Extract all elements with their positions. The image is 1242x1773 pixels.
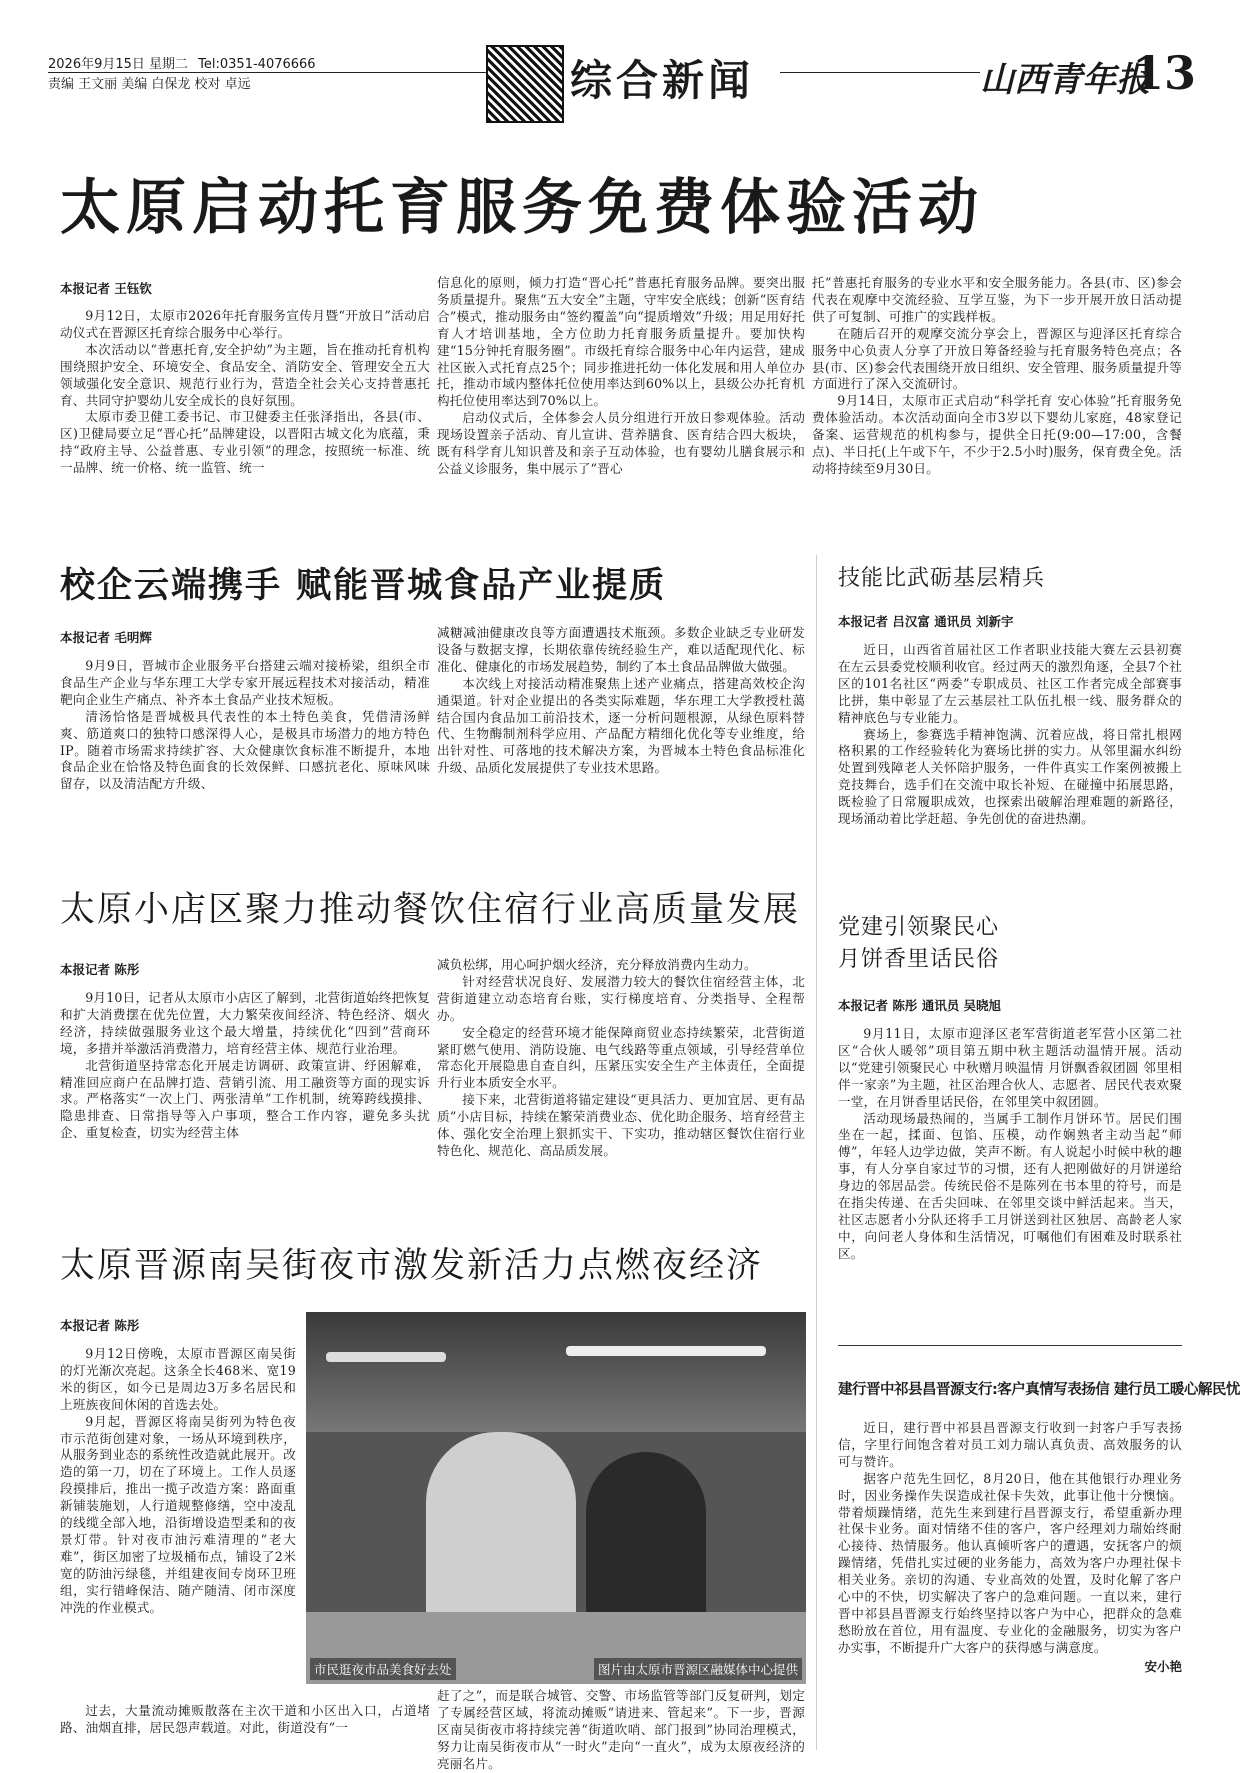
article3-byline: 本报记者 吕汉富 通讯员 刘新宇 (838, 614, 1014, 629)
paragraph: 9月10日，记者从太原市小店区了解到，北营街道始终把恢复和扩大消费摆在优先位置，大力繁荣夜间经济、特色经济、烟火经济，持续做强服务业这个最大增量，持续优化“四到”营商环境，多措并举激活消费潜力，培育经营主体、规范行业治理。 (60, 990, 430, 1056)
article6-byline: 本报记者 陈彤 (60, 1318, 140, 1333)
photo-light (566, 1346, 766, 1356)
column-divider (816, 555, 817, 1750)
article3-col1 (838, 642, 1182, 828)
article2-title: 校企云端携手 赋能晋城食品产业提质 (60, 566, 667, 606)
article1-title: 太原启动托育服务免费体验活动 (60, 173, 984, 243)
header-rule-left (48, 72, 488, 73)
header-date-line (48, 56, 316, 73)
paragraph: 活动现场最热闹的，当属手工制作月饼环节。居民们围坐在一起，揉面、包馅、压模，动作娴熟者主动当起“师傅”，年轻人边学边做，笑声不断。有人说起小时候中秋的趣事，有人分享自家过节的习惯，还有人把刚做好的月饼递给身边的邻居品尝。传统民俗不是陈列在书本里的符号，而是在指尖传递、在舌尖回味、在邻里交谈中鲜活起来。当天，社区志愿者小分队还将手工月饼送到社区独居、高龄老人家中，向问老人身体和生活情况，叮嘱他们有困难及时联系社区。 (838, 1110, 1182, 1261)
article6-title: 太原晋源南吴街夜市激发新活力点燃夜经济 (60, 1246, 764, 1286)
article1-byline: 本报记者 王钰钦 (60, 281, 152, 296)
article7-col1 (838, 1420, 1182, 1675)
paragraph: 据客户范先生回忆，8月20日，他在其他银行办理业务时，因业务操作失误造成社保卡失效，此事让他十分懊恼。带着烦躁情绪，范先生来到建行昌晋源支行，希望重新办理社保卡业务。面对情绪不佳的客户，客户经理刘力瑞始终耐心接待、热情服务。他认真倾听客户的遭遇，安抚客户的烦躁情绪，凭借扎实过硬的业务能力，高效为客户办理社保卡相关业务。亲切的沟通、专业高效的处置，及时化解了客户心中的不快，切实解决了客户的急难问题。一直以来，建行晋中祁县昌晋源支行始终坚持以客户为中心，把群众的急难愁盼放在首位，用有温度、专业化的金融服务，切实为客户办实事，不断提升广大客户的获得感与满意度。 (838, 1470, 1182, 1655)
article5-col1 (838, 1026, 1182, 1263)
paragraph: 减糖减油健康改良等方面遭遇技术瓶颈。多数企业缺乏专业研发设备与数据支撑，长期依靠传统经验生产，难以适配现代化、标准化、健康化的市场发展趋势，制约了本土食品品牌做大做强。 (437, 625, 805, 674)
paragraph: 赶了之”，而是联合城管、交警、市场监管等部门反复研判，划定了专属经营区域，将流动摊贩“请进来、管起来”。下一步，晋源区南吴街夜市将持续完善“街道吹哨、部门报到”协同治理模式，努力让南吴街夜市从“一时火”走向“一直火”，成为太原夜经济的亮丽名片。 (437, 1688, 805, 1771)
article2-col1 (60, 658, 430, 793)
paragraph: 北营街道坚持常态化开展走访调研、政策宣讲、纾困解难，精准回应商户在品牌打造、营销引流、用工融资等方面的现实诉求。严格落实“一次上门、两张清单”工作机制，统筹跨线摸排、隐患排查、日常指导等入户事项，整合工作内容，避免多头扰企、重复检查，切实为经营主体 (60, 1057, 430, 1141)
paragraph: 在随后召开的观摩交流分享会上，晋源区与迎泽区托育综合服务中心负责人分享了开放日筹备经验与托育服务特色亮点；各县(市、区)参会代表围绕开放日组织、安全管理、服务质量提升等方面进行了深入交流研讨。 (812, 325, 1182, 392)
paragraph: 近日，建行晋中祁县昌晋源支行收到一封客户手写表扬信，字里行间饱含着对员工刘力瑞认真负责、高效服务的认可与赞许。 (838, 1420, 1182, 1469)
header-editors: 责编 王文丽 美编 白保龙 校对 卓远 (48, 77, 251, 92)
paragraph: 针对经营状况良好、发展潜力较大的餐饮住宿经营主体，北营街道建立动态培育台账，实行梯度培育、分类指导、全程帮办。 (437, 973, 805, 1023)
paragraph: 安全稳定的经营环境才能保障商贸业态持续繁荣，北营街道紧盯燃气使用、消防设施、电气线路等重点领域，引导经营单位常态化开展隐患自查自纠，压紧压实安全生产主体责任，全面提升行业本质安全水平。 (437, 1024, 805, 1091)
paragraph: 本次线上对接活动精准聚焦上述产业痛点，搭建高效校企沟通渠道。针对企业提出的各类实际难题，华东理工大学教授杜蔼结合国内食品加工前沿技术，逐一分析问题根源，从绿色原料替代、生物酶制剂科学应用、产品配方精细化优化等专业维度，给出针对性、可落地的技术解决方案，为晋城本土特色食品标准化升级、品质化发展提供了专业技术思路。 (437, 675, 805, 776)
header-tel: Tel:0351-4076666 (198, 57, 316, 72)
article7-title: 建行晋中祁县昌晋源支行:客户真情写表扬信 建行员工暖心解民忧 (838, 1382, 1240, 1398)
paragraph: 近日，山西省首届社区工作者职业技能大赛左云县初赛在左云县委党校顺利收官。经过两天的激烈角逐，全县7个社区的101名社区“两委”专职成员、社区工作者完成全部赛事比拼，集中彰显了左云基层社工队伍扎根一线、服务群众的精神底色与专业能力。 (838, 642, 1182, 725)
paragraph: 9月12日傍晚，太原市晋源区南吴街的灯光渐次亮起。这条全长468米、宽19米的街区，如今已是周边3万多名居民和上班族夜间休闲的首选去处。 (60, 1346, 296, 1412)
paragraph: 清汤恰恪是晋城极具代表性的本土特色美食，凭借清汤鲜爽、筋道爽口的独特口感深得人心，是极具市场潜力的地方特色IP。随着市场需求持续扩容、大众健康饮食标准不断提升，本地食品企业在恰恪及特色面食的长效保鲜、口感抗老化、原味风味留存，以及清洁配方升级、 (60, 708, 430, 792)
article4-col1 (60, 990, 430, 1142)
paragraph: 太原市委卫健工委书记、市卫健委主任张泽指出，各县(市、区)卫健局要立足“晋心托”品牌建设，以晋阳古城文化为底蕴，秉持“政府主导、公益普惠、专业引领”的理念，按照统一标准、统一品牌、统一价格、统一监管、统一 (60, 409, 430, 476)
section-name: 综合新闻 (570, 56, 755, 105)
qr-code-icon (486, 45, 564, 123)
paragraph: 9月12日，太原市2026年托育服务宣传月暨“开放日”活动启动仪式在晋源区托育综合服务中心举行。 (60, 308, 430, 340)
paragraph: 托”普惠托育服务的专业水平和安全服务能力。各县(市、区)参会代表在观摩中交流经验、互学互鉴，为下一步开展开放日活动提供了可复制、可推广的实践样板。 (812, 275, 1182, 324)
paragraph: 9月起，晋源区将南吴街列为特色夜市示范街创建对象，一场从环境到秩序，从服务到业态的系统性改造就此展开。改造的第一刀，切在了环境上。工作人员逐段摸排后，推出一揽子改造方案：路面重新铺装施划，人行道规整修缮，空中凌乱的线缆全部入地，沿街增设造型柔和的夜景灯带。针对夜市油污难清理的“老大难”，街区加密了垃圾桶布点，铺设了2米宽的防油污绿毯，并组建夜间专岗环卫班组，实行错峰保洁、随产随清、闭市深度冲洗的作业模式。 (60, 1413, 296, 1615)
paragraph: 本次活动以“普惠托育,安全护幼”为主题，旨在推动托育机构围绕照护安全、环境安全、食品安全、消防安全、管理安全五大领域强化安全意识、规范行业行为，营造全社会关心支持普惠托育、共同守护婴幼儿安全成长的良好氛围。 (60, 341, 430, 408)
photo-caption-right: 图片由太原市晋源区融媒体中心提供 (594, 1658, 802, 1680)
article2-col2 (437, 625, 805, 777)
article4-col2 (437, 957, 805, 1160)
article5-title-line1: 党建引领聚民心 (838, 915, 1000, 940)
paragraph: 9月14日，太原市正式启动“科学托育 安心体验”托育服务免费体验活动。本次活动面向全市3岁以下婴幼儿家庭，48家登记备案、运营规范的机构参与，提供全日托(9:00—17:00，含餐点)、半日托(上午或下午，不少于2.5小时)服务，保育费全免。活动将持续至9月30日。 (812, 393, 1182, 476)
article3-title: 技能比武砺基层精兵 (838, 566, 1046, 591)
article6-col2 (437, 1688, 805, 1773)
article7-author: 安小艳 (1144, 1658, 1182, 1674)
photo-caption-left: 市民逛夜市品美食好去处 (310, 1658, 456, 1680)
header-rule-right (780, 72, 980, 73)
article1-col2 (437, 275, 805, 478)
paragraph: 减负松绑，用心呵护烟火经济，充分释放消费内生动力。 (437, 957, 757, 972)
photo-light (326, 1352, 446, 1362)
paragraph: 接下来，北营街道将锚定建设“更具活力、更加宜居、更有品质”小店目标，持续在繁荣消费业态、优化助企服务、培育经营主体、强化安全治理上狠抓实干、下实功，推动辖区餐饮住宿行业特色化、规范化、高品质发展。 (437, 1092, 805, 1158)
night-market-photo (306, 1312, 806, 1684)
article1-col3 (812, 275, 1182, 478)
article6-col1 (60, 1346, 296, 1617)
paper-logo: 山西青年报 (980, 60, 1150, 100)
paragraph: 9月9日，晋城市企业服务平台搭建云端对接桥梁，组织全市食品生产企业与华东理工大学专家开展远程技术对接活动，精准靶向企业生产痛点、补齐本土食品产业技术短板。 (60, 658, 430, 707)
article4-title: 太原小店区聚力推动餐饮住宿行业高质量发展 (60, 890, 801, 930)
article6-col1-tail (60, 1703, 430, 1737)
paragraph: 信息化的原则，倾力打造“晋心托”普惠托育服务品牌。要突出服务质量提升。聚焦“五大安全”主题，守牢安全底线；创新“医育结合”模式，推动服务由“签约覆盖”向“提质增效”升级；用足用好托育人才培训基地，全方位助力托育服务质量提升。要加快构建“15分钟托育服务圈”。市级托育综合服务中心年内运营，建成社区嵌入式托育点25个；同步推进托幼一体化发展和用人单位办托，推动市域内整体托位使用率达到60%以上，县级公办托育机构托位使用率达到70%以上。 (437, 275, 805, 409)
paragraph: 启动仪式后，全体参会人员分组进行开放日参观体验。活动现场设置亲子活动、育儿宣讲、营养膳食、医育结合四大板块，既有科学育儿知识普及和亲子互动体验，也有婴幼儿膳食展示和公益义诊服务，集中展示了“晋心 (437, 410, 805, 476)
article1-col1 (60, 308, 430, 477)
article7-rule (838, 1345, 1182, 1346)
article5-title-line2: 月饼香里话民俗 (838, 947, 1000, 972)
article4-byline: 本报记者 陈彤 (60, 962, 140, 977)
article2-byline: 本报记者 毛明辉 (60, 630, 152, 645)
header-date: 2026年9月15日 星期二 (48, 57, 189, 72)
article5-title (838, 912, 999, 976)
photo-canopy (306, 1312, 806, 1432)
page-number: 13 (1132, 46, 1197, 100)
paragraph: 9月11日，太原市迎泽区老军营街道老军营小区第二社区“合伙人暖邻”项目第五期中秋主题活动温情开展。活动以“党建引领聚民心 中秋赠月映温情 月饼飘香叙团圆 邻里相伴一家亲”为主题，社区治理合伙人、志愿者、居民代表欢聚一堂，在月饼香里话民俗，在邻里笑中叙团圆。 (838, 1026, 1182, 1109)
paragraph: 过去，大量流动摊贩散落在主次干道和小区出入口，占道堵路、油烟直排，居民怨声载道。对此，街道没有“一 (60, 1703, 430, 1735)
article5-byline: 本报记者 陈彤 通讯员 吴晓旭 (838, 998, 1002, 1013)
paragraph: 赛场上，参赛选手精神饱满、沉着应战，将日常扎根网格积累的工作经验转化为赛场比拼的实力。从邻里漏水纠纷处置到残障老人关怀陪护服务，一件件真实工作案例被搬上竞技舞台，选手们在交流中取长补短、在碰撞中拓展思路，既检验了日常履职成效，也探索出破解治理难题的新路径，现场涌动着比学赶超、争先创优的奋进热潮。 (838, 726, 1182, 827)
